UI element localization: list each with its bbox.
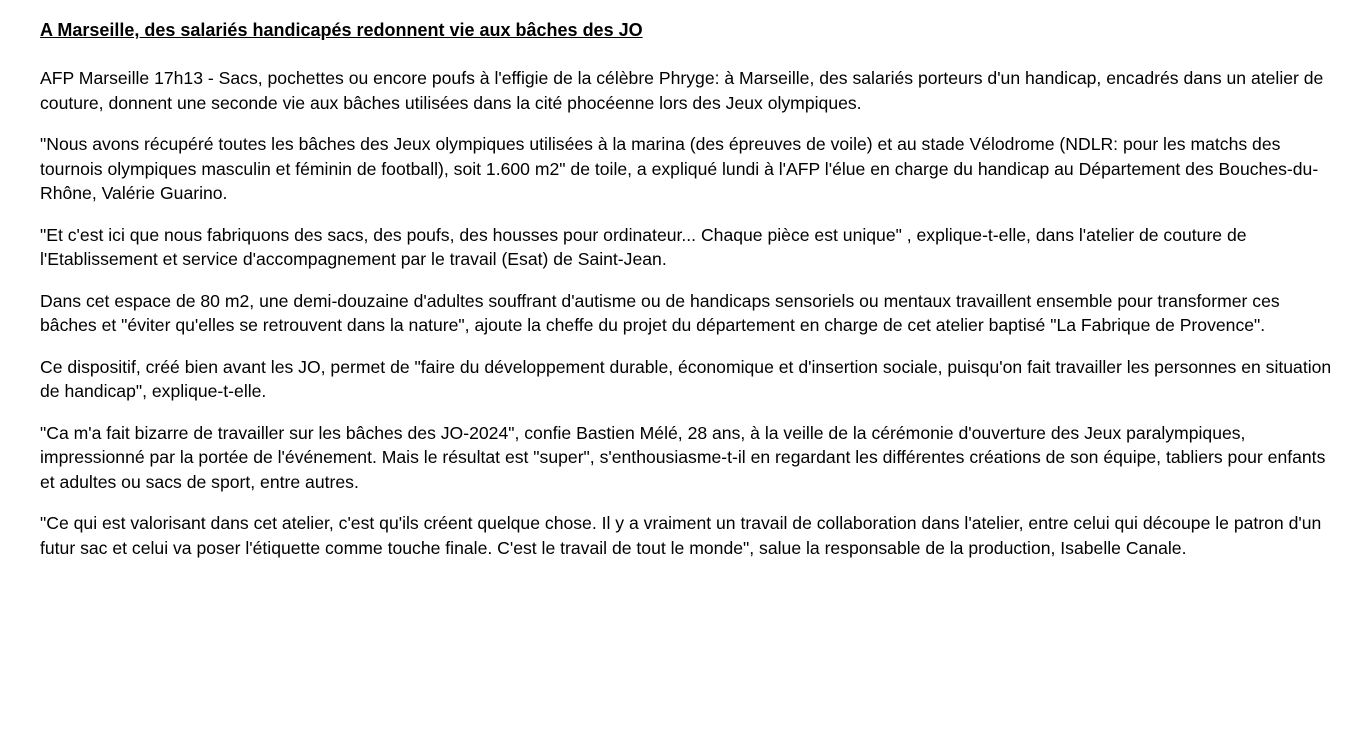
article-paragraph-6: "Ca m'a fait bizarre de travailler sur les bâches des JO-2024", confie Bastien Mélé, 28 ans, à la veille de la cérémonie d'ouverture des Jeux paralympiques, impressionné par la portée de l'événement. Mais le résultat est "super", s'enthousiasme-t-il en regardant les différentes créations de son équipe, tabliers pour enfants et adultes ou sacs de sport, entre autres. (40, 422, 1326, 492)
article-paragraph-5: Ce dispositif, créé bien avant les JO, permet de "faire du développement durable, économique et d'insertion sociale, puisqu'on fait travailler les personnes en situation de handicap", explique-t-elle. (40, 356, 1332, 401)
article-paragraph-4: Dans cet espace de 80 m2, une demi-douzaine d'adultes souffrant d'autisme ou de handicaps sensoriels ou mentaux travaillent ensemble pour transformer ces bâches et "éviter qu'elles se retrouvent dans la nature", ajoute la cheffe du projet du département en charge de cet atelier baptisé "La Fabrique de Provence". (40, 290, 1280, 335)
article-paragraph-1: AFP Marseille 17h13 - Sacs, pochettes ou encore poufs à l'effigie de la célèbre Phryge: à Marseille, des salariés porteurs d'un handicap, encadrés dans un atelier de couture, donnent une seconde vie aux bâches utilisées dans la cité phocéenne lors des Jeux olympiques. (40, 68, 1324, 113)
article-paragraph-7: "Ce qui est valorisant dans cet atelier, c'est qu'ils créent quelque chose. Il y a vraiment un travail de collaboration dans l'atelier, entre celui qui découpe le patron d'un futur sac et celui va poser l'étiquette comme touche finale. C'est le travail de tout le monde", salue la responsable de la production, Isabelle Canale. (40, 513, 1322, 558)
article-paragraph-2: "Nous avons récupéré toutes les bâches des Jeux olympiques utilisées à la marina (des épreuves de voile) et au stade Vélodrome (NDLR: pour les matchs des tournois olympiques masculin et féminin de football), soit 1.600 m2" de toile, a expliqué lundi à l'AFP l'élue en charge du handicap au Département des Bouches-du-Rhône, Valérie Guarino. (40, 134, 1319, 203)
article (40, 18, 1340, 577)
article-title: A Marseille, des salariés handicapés redonnent vie aux bâches des JO (40, 20, 643, 40)
article-paragraph-3: "Et c'est ici que nous fabriquons des sacs, des poufs, des housses pour ordinateur... Chaque pièce est unique" , explique-t-elle, dans l'atelier de couture de l'Etablissement et service d'accompagnement par le travail (Esat) de Saint-Jean. (40, 224, 1247, 269)
